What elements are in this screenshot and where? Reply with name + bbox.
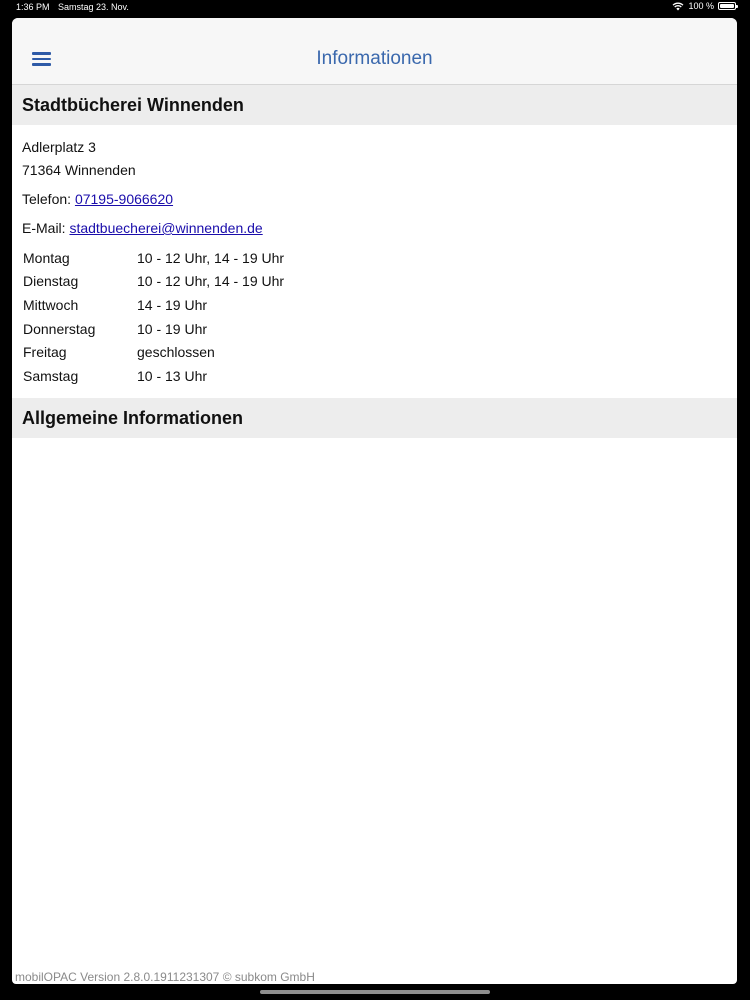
email-link[interactable]: stadtbuecherei@winnenden.de	[69, 220, 263, 236]
status-date: Samstag 23. Nov.	[58, 2, 129, 12]
hours-row	[22, 293, 284, 317]
hours-day: Samstag	[23, 367, 79, 384]
hours-row	[22, 246, 284, 270]
battery-icon	[718, 2, 736, 10]
hours-day: Mittwoch	[23, 296, 79, 313]
hours-time: 10 - 19 Uhr	[137, 320, 208, 337]
library-name-header: Stadtbücherei Winnenden	[12, 85, 737, 125]
phone-label: Telefon:	[22, 191, 72, 207]
general-info-header: Allgemeine Informationen	[12, 398, 737, 438]
page-title: Informationen	[316, 48, 433, 69]
wifi-icon	[672, 2, 684, 11]
hours-time: geschlossen	[137, 344, 215, 361]
opening-hours-table	[22, 246, 284, 388]
address-city: 71364 Winnenden	[22, 162, 136, 178]
phone-line	[22, 188, 727, 211]
address-street: Adlerplatz 3	[22, 139, 96, 155]
hours-day: Dienstag	[23, 273, 79, 290]
status-time: 1:36 PM	[16, 2, 50, 12]
hours-row	[22, 364, 284, 388]
phone-link[interactable]: 07195-9066620	[74, 191, 174, 207]
home-indicator[interactable]	[260, 990, 490, 994]
battery-percent: 100 %	[688, 1, 714, 11]
app-window	[12, 18, 737, 984]
hours-time: 10 - 12 Uhr, 14 - 19 Uhr	[137, 249, 285, 266]
hours-row	[22, 270, 284, 294]
hours-time: 10 - 13 Uhr	[137, 367, 208, 384]
hours-row	[22, 317, 284, 341]
status-right	[672, 1, 736, 11]
hours-time: 10 - 12 Uhr, 14 - 19 Uhr	[137, 273, 285, 290]
library-info	[12, 125, 737, 398]
hours-day: Freitag	[23, 344, 67, 361]
version-footer: mobilOPAC Version 2.8.0.1911231307 © subkom GmbH	[15, 970, 315, 984]
hours-time: 14 - 19 Uhr	[137, 296, 208, 313]
email-label: E-Mail:	[22, 220, 66, 236]
hours-row	[22, 340, 284, 364]
nav-bar	[12, 18, 737, 85]
email-line	[22, 217, 727, 240]
hours-day: Montag	[23, 249, 70, 266]
status-bar	[0, 0, 750, 16]
hours-day: Donnerstag	[23, 320, 96, 337]
